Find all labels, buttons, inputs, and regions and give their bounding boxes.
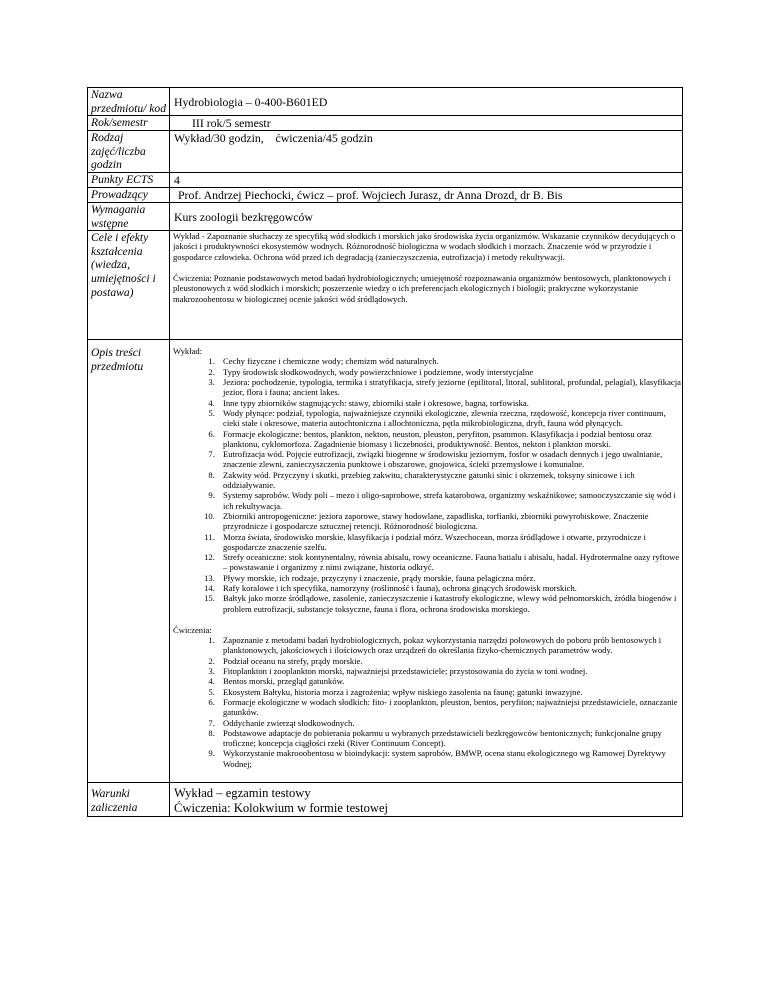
value-prowadzacy: Prof. Andrzej Piechocki, ćwicz – prof. Wojciech Jurasz, dr Anna Drozd, dr B. Bis <box>170 187 683 202</box>
syllabus-table <box>87 87 683 817</box>
label-ects: Punkty ECTS <box>88 172 170 187</box>
wyklad-topic-item: 11. Morza świata, środowisko morskie, klasyfikacja i podział mórz. Wszechocean, morza śródlądowe i otwarte, przyrodnicze i gospodarcze znaczenie szelfu. <box>217 532 682 553</box>
value-ects: 4 <box>170 172 683 187</box>
warunki-wyklad: Wykład – egzamin testowy <box>174 786 311 801</box>
row-wymagania <box>88 202 683 230</box>
cwiczenia-topic-item: 9. Wykorzystanie makrooobentosu w bioindykacji: system saprobów, BMWP, ocena stanu ekologicznego wg Ramowej Dyrektywy Wodnej; <box>217 748 682 769</box>
wyklad-topic-item: 9. Systemy saprobów. Wody poli – mezo i oligo-saprobowe, strefa katarobowa, organizmy wskaźnikowe; samooczyszczanie się wód i ich rekultywacja. <box>217 490 682 511</box>
warunki-cwiczenia: Ćwiczenia: Kolokwium w formie testowej <box>174 801 389 816</box>
cwiczenia-topic-item: 8. Podstawowe adaptacje do pobierania pokarmu u wybranych przedstawicieli bezkręgowców bentonicznych; funkcjonalne grupy troficzne; koncepcja ciągłości rzeki (River Continuum Concept). <box>217 728 682 749</box>
value-wymagania: Kurs zoologii bezkręgowców <box>170 202 683 230</box>
label-nazwa: Nazwa przedmiotu/ kod <box>88 88 170 116</box>
row-rok <box>88 116 683 131</box>
opis-wyklad-heading: Wykład: <box>173 346 203 357</box>
wyklad-topic-item: 2. Typy środowisk słodkowodnych, wody powierzchniowe i podziemne, wody interstycjalne <box>217 367 682 377</box>
row-prowadzacy <box>88 187 683 202</box>
cwiczenia-topic-item: 1. Zapoznanie z metodami badań hydrobiologicznych, pokaz wykorzystania narzędzi połowowych do poboru prób bentosowych i planktonowych, jakościowych i ilościowych oraz urządzeń do określania fizyko-chemicznych parametrów wody. <box>217 635 682 656</box>
wyklad-topic-item: 1. Cechy fizyczne i chemiczne wody; chemizm wód naturalnych. <box>217 356 682 366</box>
wyklad-topic-list <box>173 356 682 613</box>
value-rok: III rok/5 semestr <box>170 116 683 131</box>
row-rodzaj <box>88 131 683 173</box>
value-rodzaj: Wykład/30 godzin, ćwiczenia/45 godzin <box>170 131 683 173</box>
label-wymagania: Wymagania wstępne <box>88 202 170 230</box>
value-warunki <box>170 783 683 817</box>
cwiczenia-topic-list <box>173 635 682 769</box>
wyklad-topic-item: 7. Eutrofizacja wód. Pojęcie eutrofizacji, związki biogenne w środowisku jeziornym, fosfor w osadach dennych i jego uwalnianie, znaczenie zlewni, zanieczyszczenia punktowe i obszarowe, gnojowica, ścieki przemysłowe i komunalne. <box>217 449 682 470</box>
wyklad-topic-item: 13. Pływy morskie, ich rodzaje, przyczyny i znaczenie, prądy morskie, fauna pelagiczna mórz. <box>217 573 682 583</box>
label-cele: Cele i efekty kształcenia (wiedza, umiejętności i postawa) <box>88 231 170 340</box>
label-rodzaj: Rodzaj zajęć/liczba godzin <box>88 131 170 173</box>
row-warunki <box>88 783 683 817</box>
value-cele <box>170 231 683 340</box>
wyklad-topic-item: 15. Bałtyk jako morze śródlądowe, zasolenie, zanieczyszczenie i katastrofy ekologiczne, wlewy wód pełnomorskich, źródła biogenów i problem eutrofizacji, substancje toksyczne, fauna i flora, ochrona środowiska morskiego. <box>217 593 682 614</box>
row-nazwa <box>88 88 683 116</box>
label-opis: Opis treści przedmiotu <box>88 340 170 783</box>
cwiczenia-topic-item: 7. Oddychanie zwierząt słodkowodnych. <box>217 718 682 728</box>
wyklad-topic-item: 12. Strefy oceaniczne: stok kontynentalny, równia abisalu, rowy oceaniczne. Fauna batialu i abisalu, hadal. Hydrotermalne oazy ryftowe – powstawanie i organizmy z nimi związane, historia odkryć. <box>217 552 682 573</box>
wyklad-topic-item: 3. Jeziora: pochodzenie, typologia, termika i stratyfikacja, strefy jeziorne (epilitoral, litoral, sublitoral, profundal, pelagial), klasyfikacja jezior, flora i fauna; ancient lakes. <box>217 377 682 398</box>
wyklad-topic-item: 8. Zakwity wód. Przyczyny i skutki, przebieg zakwitu, charakterystyczne gatunki sinic i okrzemek, toksyny sinicowe i ich oddziaływanie. <box>217 470 682 491</box>
label-prowadzacy: Prowadzący <box>88 187 170 202</box>
cwiczenia-topic-item: 6. Formacje ekologiczne w wodach słodkich: fito- i zooplankton, pleuston, bentos, peryfiton; najważniejsi przedstawiciele, oznaczanie gatunków. <box>217 697 682 718</box>
label-warunki: Warunki zaliczenia <box>88 783 170 817</box>
value-nazwa: Hydrobiologia – 0-400-B601ED <box>170 88 683 116</box>
row-ects <box>88 172 683 187</box>
label-rok: Rok/semestr <box>88 116 170 131</box>
cele-wyklad-text: Wykład - Zapoznanie słuchaczy ze specyfiką wód słodkich i morskich jako środowiska życia organizmów. Wskazanie czynników decydujących o jakości i produktywności ekosystemów wodnych. Różnorodność biologiczna w wodach słodkich i morzach. Znaczenie wód w przyrodzie i gospodarce człowieka. Ochrona wód przed ich degradacją (zanieczyszczenia, eutrofizacja) i metody rekultywacji. <box>173 231 676 262</box>
value-opis <box>170 340 683 783</box>
wyklad-topic-item: 5. Wody płynące: podział, typologia, najważniejsze czynniki ekologiczne, zlewnia rzeczna, rzędowość, koncepcja river continuum, cieki stałe i okresowe, materia autochtoniczna i allochtoniczna, pętla mikrobiologiczna, dryft, fauna wód płynących. <box>217 408 682 429</box>
wyklad-topic-item: 6. Formacje ekologiczne: bentos, plankton, nekton, neuston, pleuston, peryfiton, psammon. Klasyfikacja i podział bentosu oraz planktonu, cyklomorfoza. Zagadnienie biomasy i liczebności, produktywność. Bentos, nekton i plankton morski. <box>217 429 682 450</box>
row-opis <box>88 340 683 783</box>
wyklad-topic-item: 10. Zbiorniki antropogeniczne: jeziora zaporowe, stawy hodowlane, zapadliska, torfianki, zbiorniki powyrobiskowe. Znaczenie przyrodnicze i gospodarcze sztucznej retencji. Różnorodność biologiczna. <box>217 511 682 532</box>
wyklad-topic-item: 4. Inne typy zbiorników stagnujących: stawy, zbiorniki stałe i okresowe, bagna, torfowiska. <box>217 398 682 408</box>
cwiczenia-topic-item: 2. Podział oceanu na strefy, prądy morskie. <box>217 656 682 666</box>
row-cele <box>88 231 683 340</box>
cele-cwiczenia-text: Ćwiczenia: Poznanie podstawowych metod badań hydrobiologicznych; umiejętność rozpoznawania organizmów bentosowych, planktonowych i pleustonowych z wód słodkich i morskich; poszerzenie wiedzy o ich preferencjach ekologicznych i biologii; praktyczne wykorzystanie makrozoobentosu w biologicznej ocenie jakości wód śródlądowych. <box>173 273 671 304</box>
wyklad-topic-item: 14. Rafy koralowe i ich specyfika, namorzyny (roślinność i fauna), ochrona ginących środowisk morskich. <box>217 583 682 593</box>
cwiczenia-topic-item: 3. Fitoplankton i zooplankton morski, najważniejsi przedstawiciele; przystosowania do życia w toni wodnej. <box>217 666 682 676</box>
cwiczenia-topic-item: 5. Ekosystem Bałtyku, historia morza i zagrożenia; wpływ niskiego zasolenia na faunę; gatunki inwazyjne. <box>217 687 682 697</box>
cwiczenia-topic-item: 4. Bentos morski, przegląd gatunków. <box>217 676 682 686</box>
opis-cwiczenia-heading: Ćwiczenia: <box>173 624 212 635</box>
